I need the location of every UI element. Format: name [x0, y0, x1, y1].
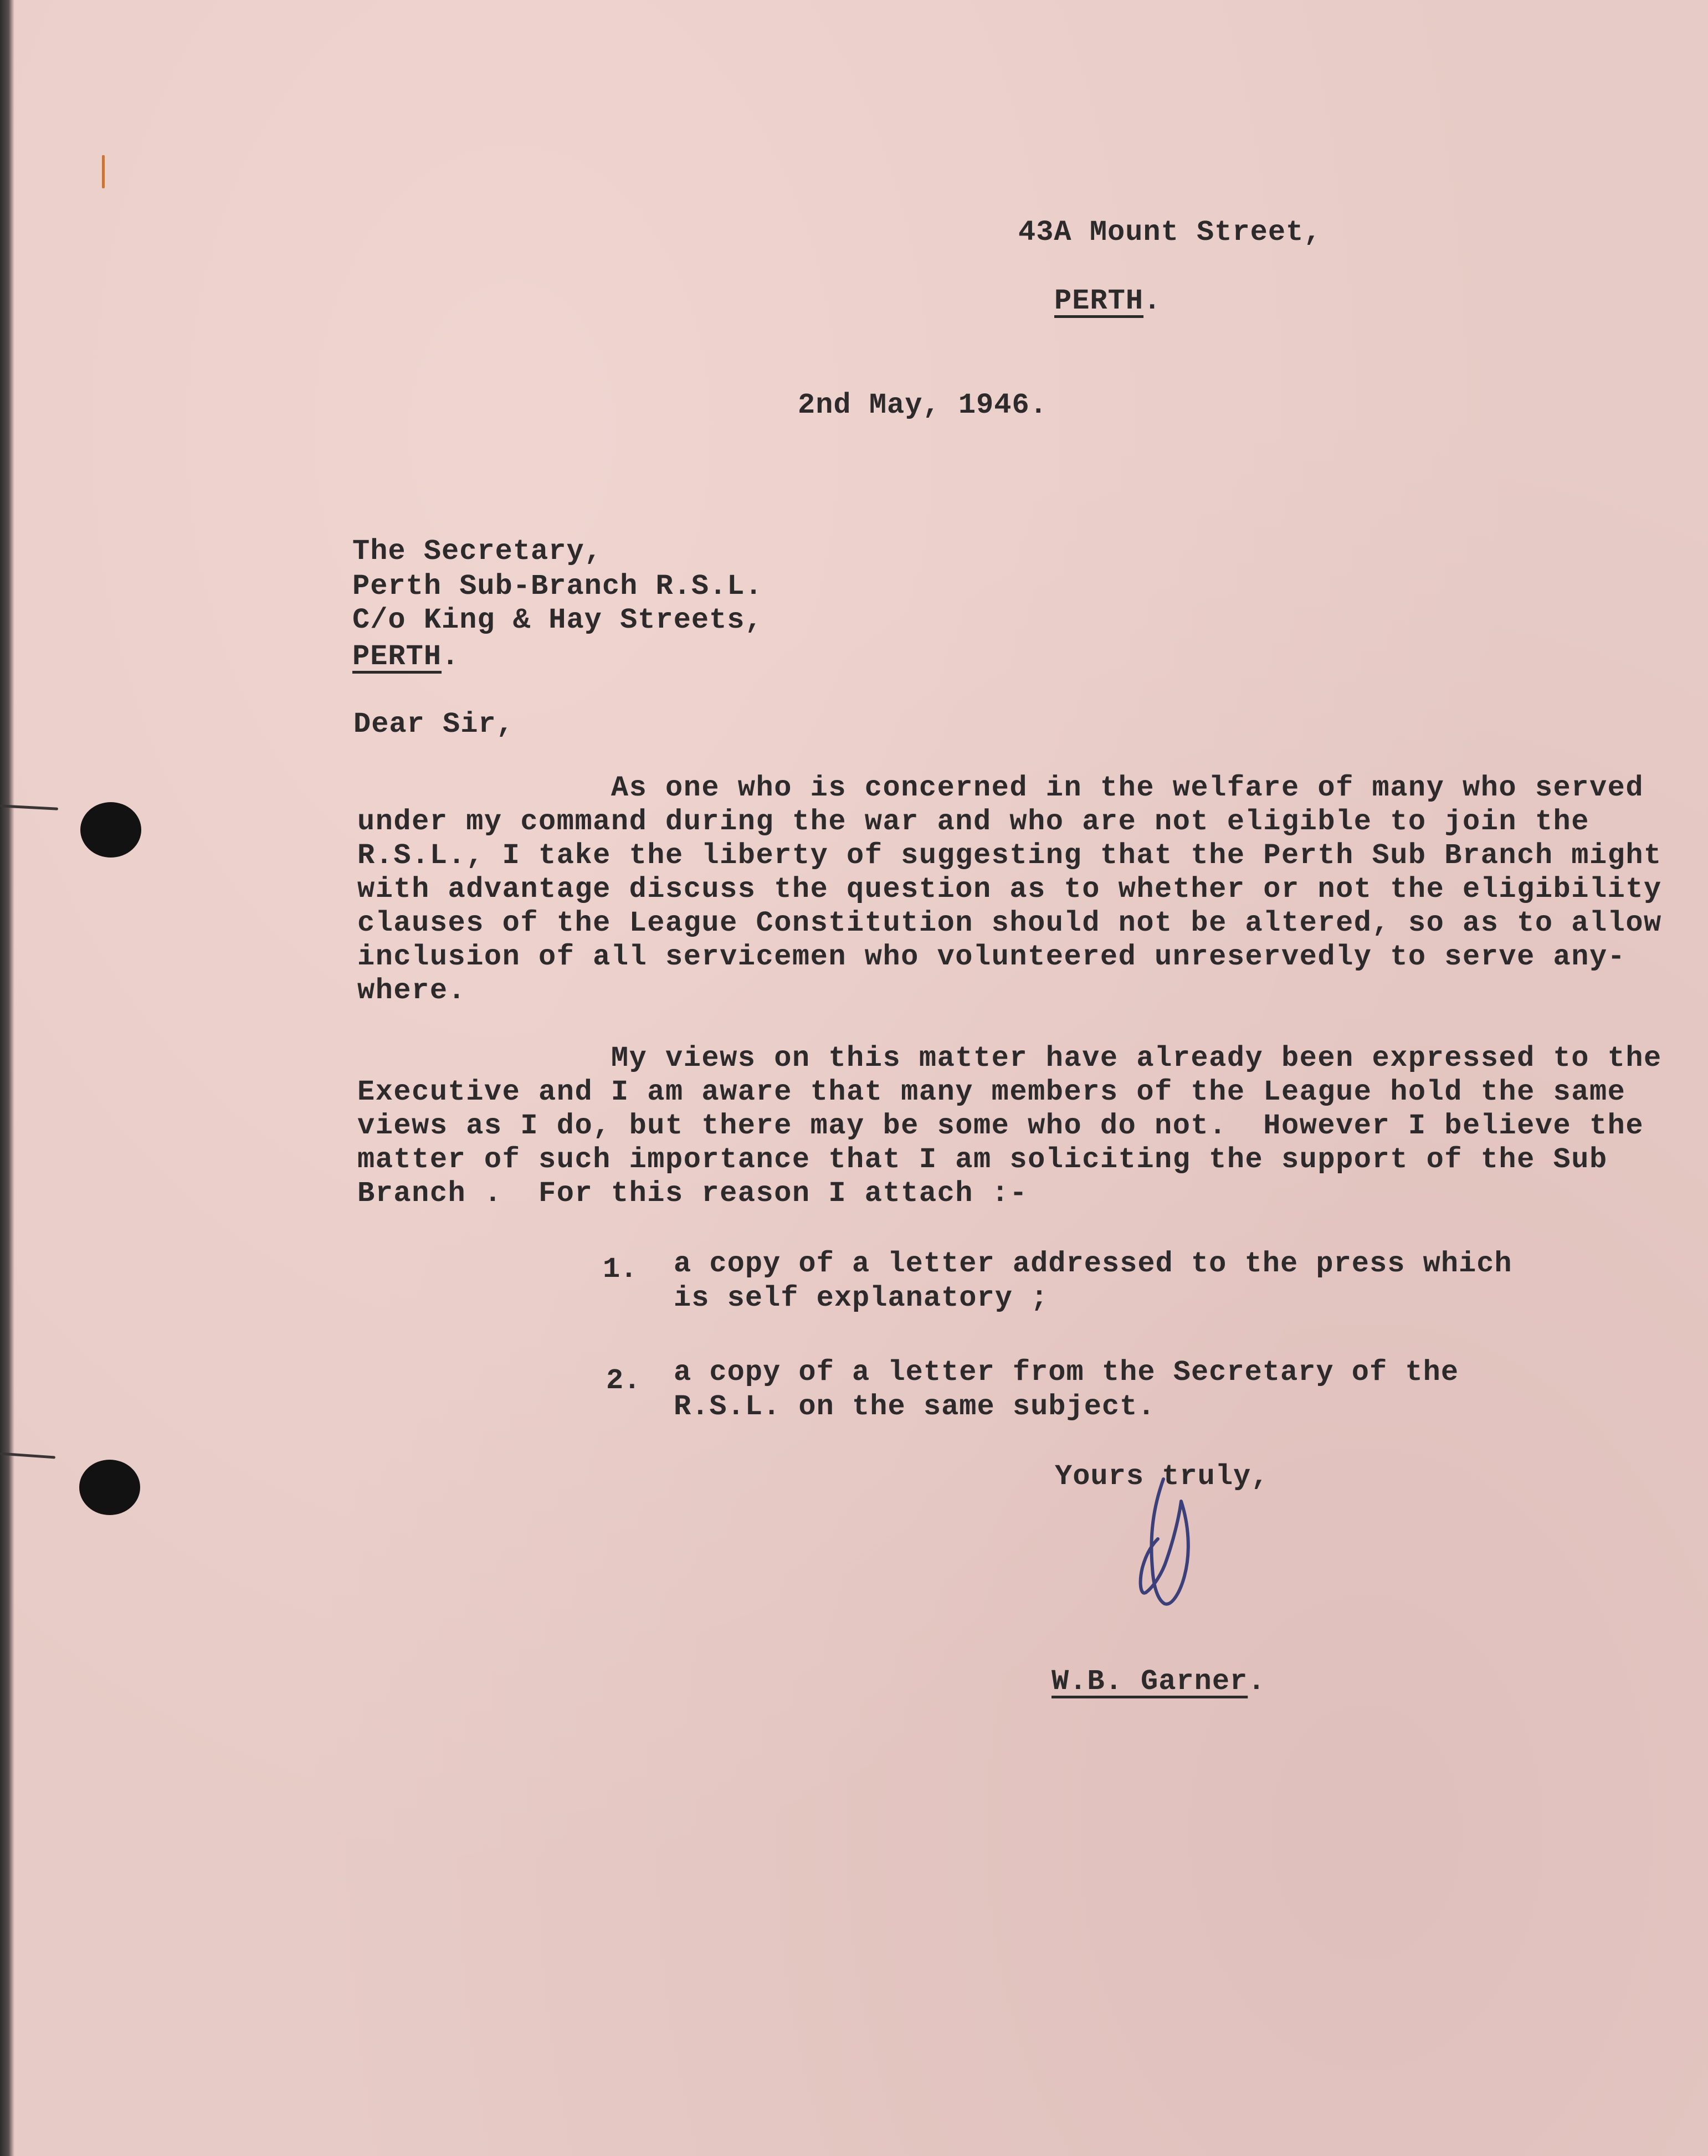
- attachment-2-text: a copy of a letter from the Secretary of the R.S.L. on the same subject.: [674, 1356, 1459, 1423]
- sender-address-city: [1054, 287, 1161, 316]
- recipient-city-stop: .: [442, 640, 460, 673]
- recipient-street: C/o King & Hay Streets,: [352, 604, 763, 636]
- recipient-city: [352, 640, 460, 673]
- sender-city-underlined: PERTH: [1054, 285, 1144, 317]
- body-paragraph-1: As one who is concerned in the welfare of many who served under my command during the war and who are not eligible to join the R.S.L., I take the liberty of suggesting that the Perth Sub Branch might with advantage discuss the question as to whether or not the eligibility clauses of the League Constitution should not be altered, so as to allow inclusion of all servicemen who volunteered unreservedly to serve any- where.: [357, 772, 1662, 1007]
- punch-hole-bottom: [79, 1460, 140, 1515]
- attachment-1-text: a copy of a letter addressed to the press which is self explanatory ;: [674, 1248, 1512, 1315]
- recipient-title: The Secretary,: [352, 535, 602, 568]
- signatory-name-underlined: W.B. Garner: [1052, 1665, 1248, 1698]
- signatory-name: [1052, 1667, 1265, 1696]
- recipient-city-underlined: PERTH: [352, 640, 442, 673]
- attachment-1-number: 1.: [603, 1253, 638, 1286]
- sender-address-street: 43A Mount Street,: [1018, 216, 1322, 249]
- closing: Yours truly,: [1055, 1460, 1269, 1493]
- handwritten-signature: [1119, 1468, 1219, 1623]
- letter-date: 2nd May, 1946.: [798, 389, 1048, 422]
- recipient-organisation: Perth Sub-Branch R.S.L.: [352, 570, 763, 603]
- margin-mark: [102, 155, 105, 188]
- signatory-name-stop: .: [1248, 1665, 1266, 1698]
- attachment-2-number: 2.: [606, 1364, 641, 1397]
- page-edge-shadow: [0, 0, 14, 2156]
- salutation: Dear Sir,: [353, 708, 514, 741]
- punch-hole-top: [80, 802, 141, 858]
- body-paragraph-2: My views on this matter have already been expressed to the Executive and I am aware that many members of the League hold the same views as I do, but there may be some who do not. However I believe the matter of such importance that I am soliciting the support of the Sub Branch . For this reason I attach :-: [357, 1042, 1662, 1210]
- sender-city-stop: .: [1143, 285, 1162, 317]
